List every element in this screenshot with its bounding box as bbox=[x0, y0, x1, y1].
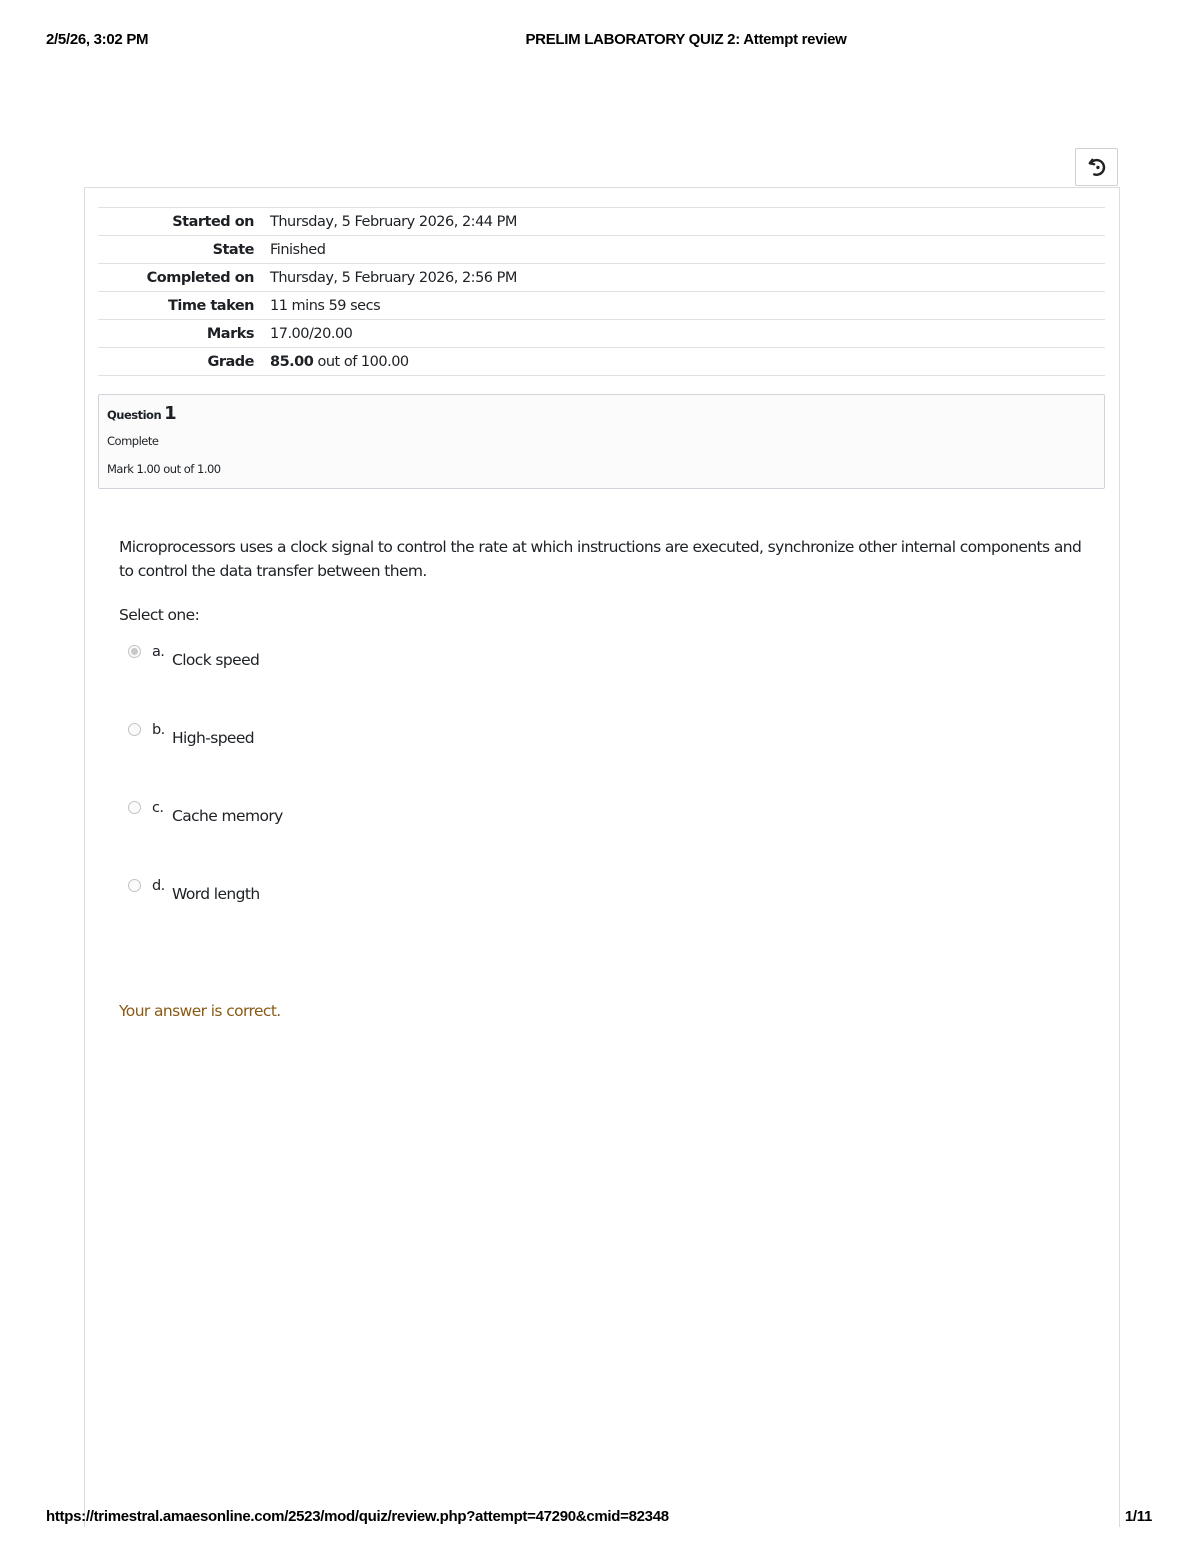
answer-option-d[interactable] bbox=[128, 878, 260, 903]
summary-label: Started on bbox=[172, 213, 254, 230]
option-letter: c. bbox=[152, 800, 164, 816]
summary-row-time-taken bbox=[98, 292, 1105, 320]
summary-row-started bbox=[98, 208, 1105, 236]
summary-value: 11 mins 59 secs bbox=[270, 297, 381, 314]
print-page-title: PRELIM LABORATORY QUIZ 2: Attempt review bbox=[525, 31, 847, 48]
summary-row-marks bbox=[98, 320, 1105, 348]
summary-label: Marks bbox=[206, 325, 254, 342]
question-number bbox=[107, 403, 176, 424]
print-page-number: 1/11 bbox=[1124, 1508, 1152, 1525]
summary-value: 17.00/20.00 bbox=[270, 325, 353, 342]
summary-label: Completed on bbox=[146, 269, 254, 286]
reset-icon bbox=[1086, 156, 1108, 178]
option-text: Cache memory bbox=[172, 807, 283, 825]
radio-button-selected[interactable] bbox=[128, 645, 141, 658]
option-letter: a. bbox=[152, 644, 165, 660]
answer-prompt: Select one: bbox=[119, 606, 200, 624]
summary-value bbox=[270, 348, 1105, 376]
reset-button[interactable] bbox=[1075, 148, 1118, 186]
summary-label: Grade bbox=[207, 353, 254, 370]
radio-button[interactable] bbox=[128, 879, 141, 892]
answer-option-a[interactable] bbox=[128, 644, 259, 669]
option-text: Word length bbox=[172, 885, 260, 903]
summary-label: Time taken bbox=[168, 297, 254, 314]
option-text: High-speed bbox=[172, 729, 255, 747]
question-text: Microprocessors uses a clock signal to control the rate at which instructions are executed, synchronize other internal components and to control the data transfer between them. bbox=[119, 538, 1082, 580]
radio-button[interactable] bbox=[128, 723, 141, 736]
option-letter: b. bbox=[152, 722, 165, 738]
question-label: Question bbox=[107, 408, 162, 422]
summary-row-completed bbox=[98, 264, 1105, 292]
question-info-box bbox=[98, 394, 1105, 489]
radio-button[interactable] bbox=[128, 801, 141, 814]
summary-value: Thursday, 5 February 2026, 2:44 PM bbox=[270, 213, 517, 230]
question-mark: Mark 1.00 out of 1.00 bbox=[107, 462, 221, 476]
summary-row-grade bbox=[98, 348, 1105, 376]
question-state: Complete bbox=[107, 434, 159, 448]
print-datetime: 2/5/26, 3:02 PM bbox=[46, 31, 149, 48]
summary-row-state bbox=[98, 236, 1105, 264]
summary-label: State bbox=[212, 241, 254, 258]
option-text: Clock speed bbox=[172, 651, 260, 669]
answer-option-c[interactable] bbox=[128, 800, 283, 825]
attempt-summary-table bbox=[98, 207, 1105, 376]
page-frame bbox=[84, 187, 1120, 1527]
grade-score: 85.00 bbox=[270, 353, 314, 370]
answer-option-b[interactable] bbox=[128, 722, 254, 747]
grade-suffix: out of 100.00 bbox=[313, 353, 409, 370]
answer-feedback: Your answer is correct. bbox=[119, 1002, 281, 1020]
option-letter: d. bbox=[152, 878, 165, 894]
print-url: https://trimestral.amaesonline.com/2523/mod/quiz/review.php?attempt=47290&cmid=82348 bbox=[46, 1508, 669, 1525]
question-number-value: 1 bbox=[164, 403, 177, 424]
summary-value: Thursday, 5 February 2026, 2:56 PM bbox=[270, 269, 517, 286]
summary-value: Finished bbox=[270, 241, 326, 258]
